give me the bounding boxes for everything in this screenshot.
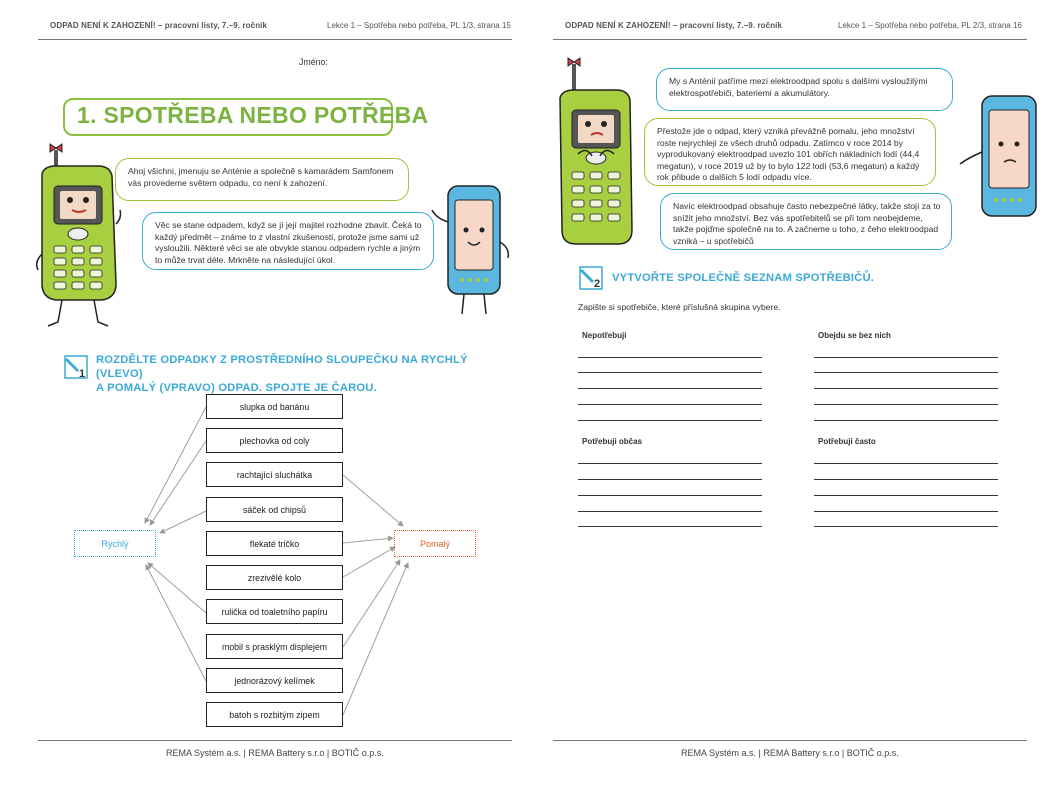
speech-bubble-hazard: Navíc elektroodpad obsahuje často nebezpečné látky, takže stojí za to snížit jeho množství. Bez vás spotřebitelů se při tom neobejdeme, takže pojďme společně na to. A začneme u toho, z čeho elektroodpad vzniká – u spotřebičů xyxy=(660,193,952,250)
exercise-2-heading: VYTVOŘTE SPOLEČNĚ SEZNAM SPOTŘEBIČŮ. xyxy=(612,272,875,284)
samfon-phone-illustration xyxy=(954,92,1044,232)
waste-item-4: flekaté tričko xyxy=(206,531,343,556)
exercise-number: 2 xyxy=(594,278,601,290)
header-lesson: Lekce 1 – Spotřeba nebo potřeba, PL 1/3, strana 15 xyxy=(327,21,511,30)
writing-line xyxy=(814,511,998,512)
column-title-without: Obejdu se bez nich xyxy=(818,331,891,340)
waste-item-1: plechovka od coly xyxy=(206,428,343,453)
column-title-sometimes: Potřebuji občas xyxy=(582,437,643,446)
worksheet-page-right xyxy=(530,0,1050,800)
header-series-title: ODPAD NENÍ K ZAHOZENÍ! – pracovní listy, 7.–9. ročník xyxy=(50,21,268,30)
speech-bubble-intro: Ahoj všichni, jmenuju se Anténie a společně s kamarádem Samfonem vás provedeme světem odpadu, co není k zahození. xyxy=(115,158,409,201)
writing-line xyxy=(578,372,762,373)
exercise-number: 1 xyxy=(79,368,86,380)
writing-line xyxy=(578,357,762,358)
writing-line xyxy=(578,463,762,464)
waste-item-6: rulička od toaletního papíru xyxy=(206,599,343,624)
header-series-title: ODPAD NENÍ K ZAHOZENÍ! – pracovní listy, 7.–9. ročník xyxy=(565,21,783,30)
worksheet-page-left xyxy=(0,0,520,800)
speech-bubble-waste: Věc se stane odpadem, když se jí její majitel rozhodne zbavit. Čeká to každý předmět – známe to z vlastní zkušenosti, protože jsme sami už vysloužili. Některé věci se ale obvykle stanou odpadem rychle a jiným to může trvat déle. Mrkněte na následující úkol. xyxy=(142,212,434,270)
header-divider xyxy=(553,39,1027,40)
exercise-2-instruction: Zapište si spotřebiče, které příslušná skupina vybere. xyxy=(578,302,781,312)
writing-line xyxy=(814,479,998,480)
writing-line xyxy=(814,357,998,358)
column-title-often: Potřebuji často xyxy=(818,437,876,446)
exercise-1-line1: ROZDĚLTE ODPADKY Z PROSTŘEDNÍHO SLOUPEČKU NA RYCHLÝ (VLEVO) xyxy=(96,354,468,380)
writing-line xyxy=(578,495,762,496)
footer-divider xyxy=(553,740,1027,741)
speech-bubble-ewaste: My s Anténií patříme mezi elektroodpad spolu s dalšími vysloužilými elektrospotřebiči, bateriemi a akumulátory. xyxy=(656,68,953,111)
pencil-icon xyxy=(578,264,606,292)
waste-item-8: jednorázový kelímek xyxy=(206,668,343,693)
antenie-phone-illustration xyxy=(550,54,645,254)
writing-line xyxy=(814,388,998,389)
speech-bubble-growth: Přestože jde o odpad, který vzniká převážně pomalu, jeho množství roste nejrychleji ze všech druhů odpadu. Zatímco v roce 2014 by vyprodukovaný elektroodpad uvezlo 101 obřích nákladních lodí (44,4 megatun), v roce 2019 už by to bylo 122 lodí (53,6 megatun) a každý rok přibude o dalších 5 lodí odpadu více. xyxy=(644,118,936,186)
writing-line xyxy=(578,479,762,480)
footer-partners: REMA Systém a.s. | REMA Battery s.r.o | BOTIČ o.p.s. xyxy=(166,748,384,758)
writing-line xyxy=(814,463,998,464)
exercise-1-line2: A POMALÝ (VPRAVO) ODPAD. SPOJTE JE ČAROU. xyxy=(96,382,377,394)
writing-line xyxy=(814,420,998,421)
waste-item-9: batoh s rozbitým zipem xyxy=(206,702,343,727)
waste-item-7: mobil s prasklým displejem xyxy=(206,634,343,659)
writing-line xyxy=(578,526,762,527)
writing-line xyxy=(814,495,998,496)
column-title-need: Nepotřebuji xyxy=(582,331,627,340)
name-label: Jméno: xyxy=(299,57,328,67)
writing-line xyxy=(578,388,762,389)
waste-item-5: zrezivělé kolo xyxy=(206,565,343,590)
category-slow-box: Pomalý xyxy=(394,530,476,557)
category-fast-box: Rychlý xyxy=(74,530,156,557)
page-title: 1. SPOTŘEBA NEBO POTŘEBA xyxy=(63,98,393,136)
writing-line xyxy=(814,372,998,373)
waste-item-0: slupka od banánu xyxy=(206,394,343,419)
header-lesson: Lekce 1 – Spotřeba nebo potřeba, PL 2/3, strana 16 xyxy=(838,21,1022,30)
writing-line xyxy=(814,404,998,405)
footer-partners: REMA Systém a.s. | REMA Battery s.r.o | BOTIČ o.p.s. xyxy=(681,748,899,758)
writing-line xyxy=(814,526,998,527)
waste-item-2: rachtající sluchátka xyxy=(206,462,343,487)
writing-line xyxy=(578,404,762,405)
footer-divider xyxy=(38,740,512,741)
writing-line xyxy=(578,511,762,512)
writing-line xyxy=(578,420,762,421)
waste-item-3: sáček od chipsů xyxy=(206,497,343,522)
